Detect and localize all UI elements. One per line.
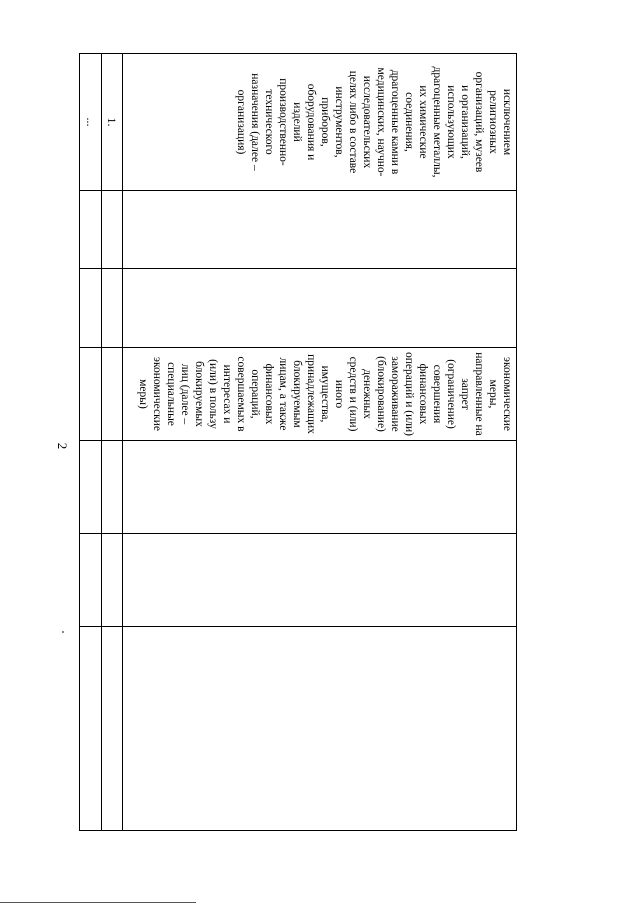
text-line: религиозных: [487, 90, 499, 154]
text-line: совершения: [431, 364, 443, 424]
text-line: меры,: [487, 379, 499, 409]
text-line: технического: [263, 89, 275, 155]
text-line: финансовых: [417, 363, 429, 425]
text-line: операций,: [249, 369, 261, 419]
text-line: запрет: [459, 378, 471, 410]
text-line: блокируемых: [193, 361, 205, 427]
text-line: интересах и: [221, 364, 233, 424]
table-row-1: [102, 54, 123, 831]
table-main-row: [123, 54, 517, 831]
text-line: (или) в пользу: [207, 359, 219, 429]
text-line: использующих: [445, 85, 457, 159]
text-line: специальные: [165, 362, 177, 426]
text-line: принадлежащих: [305, 354, 317, 434]
text-line: совершаемых в: [235, 356, 247, 432]
document-table-area: [80, 53, 517, 830]
text-line: исследовательских: [361, 75, 373, 169]
text-line: соединения,: [403, 92, 415, 152]
text-line: лицам, а также: [277, 357, 289, 431]
text-line: организаций, музеев: [473, 71, 485, 173]
text-line: денежных: [361, 369, 373, 419]
text-line: имущества,: [319, 365, 331, 423]
footnote-rule: [0, 902, 196, 903]
text-line: экономические: [151, 357, 163, 431]
text-line: и организаций,: [459, 85, 471, 159]
text-line: драгоценные камни в: [389, 69, 401, 175]
table-row-ellipsis: [80, 54, 102, 831]
text-line: инструментов,: [333, 86, 345, 158]
text-line: операций и (или): [403, 352, 415, 436]
row-number: ...: [80, 54, 102, 191]
text-line: исключением: [501, 88, 513, 156]
cell-empty: [123, 534, 517, 627]
text-line: организация): [235, 89, 247, 155]
cell-empty: [123, 269, 517, 348]
text-line: их химические: [417, 85, 429, 159]
text-line: иного: [333, 379, 345, 409]
text-line: лиц (далее –: [179, 363, 191, 425]
text-line: (блокирование): [375, 356, 387, 432]
text-line: медицинских, научно-: [375, 67, 387, 177]
text-line: изделий: [291, 102, 303, 142]
text-line: назначения (далее –: [249, 73, 261, 171]
scan-speck: [62, 631, 64, 633]
text-line: оборудования и: [305, 83, 317, 161]
text-line: средств и (или): [347, 356, 359, 432]
cell-special-measures: [123, 348, 517, 441]
row-number: 1.: [102, 54, 123, 191]
text-line: направленные на: [473, 352, 485, 436]
cell-empty: [123, 191, 517, 269]
text-line: блокируемым: [291, 360, 303, 428]
organization-description-text: [234, 54, 516, 190]
document-table: [79, 53, 517, 831]
text-line: производственно-: [277, 78, 289, 166]
cell-organization-description: [123, 54, 517, 191]
text-line: драгоценные металлы,: [431, 66, 443, 178]
cell-empty: [123, 441, 517, 534]
text-line: целях либо в составе: [347, 70, 359, 174]
special-measures-text: [136, 348, 516, 440]
page-number: 2: [55, 442, 70, 450]
text-line: (ограничение): [445, 359, 457, 429]
cell-empty: [123, 627, 517, 831]
text-line: экономические: [501, 357, 513, 431]
text-line: меры): [137, 379, 149, 409]
text-line: приборов,: [319, 97, 331, 147]
text-line: замораживание: [389, 356, 401, 432]
text-line: финансовых: [263, 363, 275, 425]
